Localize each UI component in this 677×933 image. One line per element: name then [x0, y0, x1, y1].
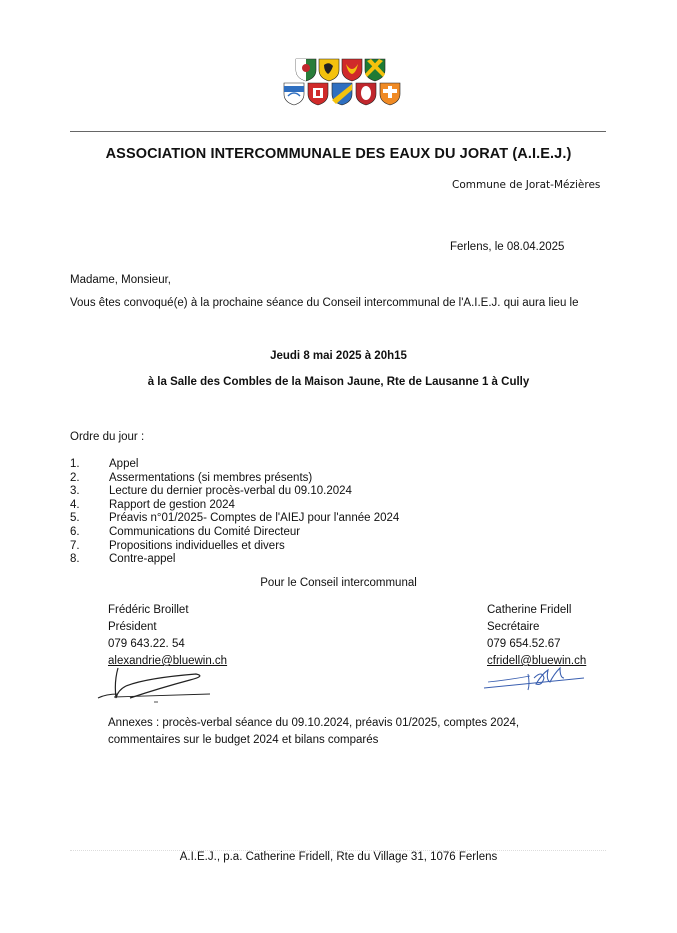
- email-link[interactable]: alexandrie@bluewin.ch: [108, 655, 228, 667]
- signatory-left: [108, 602, 227, 670]
- signatory-name: Frédéric Broillet: [108, 604, 189, 616]
- agenda-item: 4. Rapport de gestion 2024: [70, 498, 235, 511]
- agenda-item: 1. Appel: [70, 458, 139, 470]
- crest-9-icon: [380, 83, 400, 105]
- meeting-date: Jeudi 8 mai 2025 à 20h15: [270, 350, 407, 362]
- on-behalf-text: Pour le Conseil intercommunal: [260, 577, 417, 589]
- agenda-item: 2. Assermentations (si membres présents): [70, 471, 313, 484]
- crest-5-icon: [284, 83, 304, 105]
- signatory-role: Président: [108, 621, 157, 633]
- intro-text: Vous êtes convoqué(e) à la prochaine séance du Conseil intercommunal de l'A.I.E.J. qui aura lieu le: [70, 297, 579, 309]
- crest-4-icon: [365, 59, 385, 81]
- crest-7-icon: [332, 83, 352, 105]
- annexes-line-2: commentaires sur le budget 2024 et bilans comparés: [108, 734, 379, 746]
- place-date: Ferlens, le 08.04.2025: [450, 241, 565, 253]
- crest-3-icon: [342, 59, 362, 81]
- crest-6-icon: [308, 83, 328, 105]
- meeting-place: à la Salle des Combles de la Maison Jaune, Rte de Lausanne 1 à Cully: [147, 376, 530, 388]
- agenda-item: 6. Communications du Comité Directeur: [70, 525, 301, 538]
- document-title: ASSOCIATION INTERCOMMUNALE DES EAUX DU JORAT (A.I.E.J.): [105, 146, 572, 162]
- agenda-item: 8. Contre-appel: [70, 553, 176, 566]
- agenda-item: 3. Lecture du dernier procès-verbal du 09.10.2024: [70, 485, 352, 498]
- signatory-phone: 079 654.52.67: [487, 638, 561, 650]
- email-link[interactable]: cfridell@bluewin.ch: [487, 655, 587, 667]
- signatory-role: Secrétaire: [487, 621, 540, 633]
- crest-2-icon: [319, 59, 339, 81]
- signatory-phone: 079 643.22. 54: [108, 638, 185, 650]
- signatory-name: Catherine Fridell: [487, 604, 572, 616]
- annexes-line-1: Annexes : procès-verbal séance du 09.10.2024, préavis 01/2025, comptes 2024,: [108, 717, 520, 729]
- agenda-list: [70, 458, 490, 567]
- signature-right-image: [478, 660, 598, 696]
- agenda-label: Ordre du jour :: [70, 431, 145, 443]
- footer-address: A.I.E.J., p.a. Catherine Fridell, Rte du Village 31, 1076 Ferlens: [179, 851, 498, 863]
- agenda-item: 5. Préavis n°01/2025- Comptes de l'AIEJ pour l'année 2024: [70, 512, 400, 525]
- header-divider: [70, 131, 606, 132]
- signature-left-image: [94, 664, 224, 708]
- crests-logo: [282, 56, 402, 108]
- crest-1-icon: [296, 59, 316, 81]
- salutation: Madame, Monsieur,: [70, 274, 171, 286]
- commune-name: Commune de Jorat-Mézières: [452, 179, 601, 191]
- agenda-item: 7. Propositions individuelles et divers: [70, 539, 285, 552]
- crest-8-icon: [356, 83, 376, 105]
